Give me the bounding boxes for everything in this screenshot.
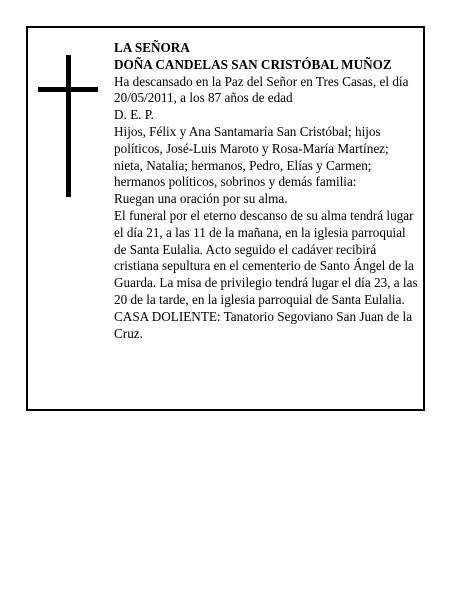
latin-cross-icon xyxy=(38,55,98,197)
family-list: Hijos, Félix y Ana Santamaría San Cristóbal; hijos políticos, José-Luis Maroto y Rosa-María Martínez; nieta, Natalia; hermanos, Pedro, Elías y Carmen; hermanos políticos, sobrinos y demás familia: xyxy=(114,123,389,190)
mourning-house: CASA DOLIENTE: Tanatorio Segoviano San Juan de la Cruz. xyxy=(114,308,413,341)
prayer-request: Ruegan una oración por su alma. xyxy=(114,191,288,207)
obituary-heading: LA SEÑORA xyxy=(114,40,190,55)
cross-vertical-bar xyxy=(66,55,71,197)
obituary-notice xyxy=(26,26,425,411)
deceased-name: DOÑA CANDELAS SAN CRISTÓBAL MUÑOZ xyxy=(114,56,392,72)
funeral-info: El funeral por el eterno descanso de su alma tendrá lugar el día 21, a las 11 de la mañana, en la iglesia parroquial de Santa Eulalia. Acto seguido el cadáver recibirá cristiana sepultura en el cementerio de Santo Ángel de la Guarda. La misa de privilegio tendrá lugar el día 23, a las 20 de la tarde, en la iglesia parroquial de Santa Eulalia. xyxy=(114,207,418,307)
death-notice: Ha descansado en la Paz del Señor en Tres Casas, el día 20/05/2011, a los 87 años de edad xyxy=(114,73,409,106)
rip-line: D. E. P. xyxy=(114,107,154,123)
obituary-text xyxy=(114,40,420,342)
cross-horizontal-bar xyxy=(38,87,98,92)
